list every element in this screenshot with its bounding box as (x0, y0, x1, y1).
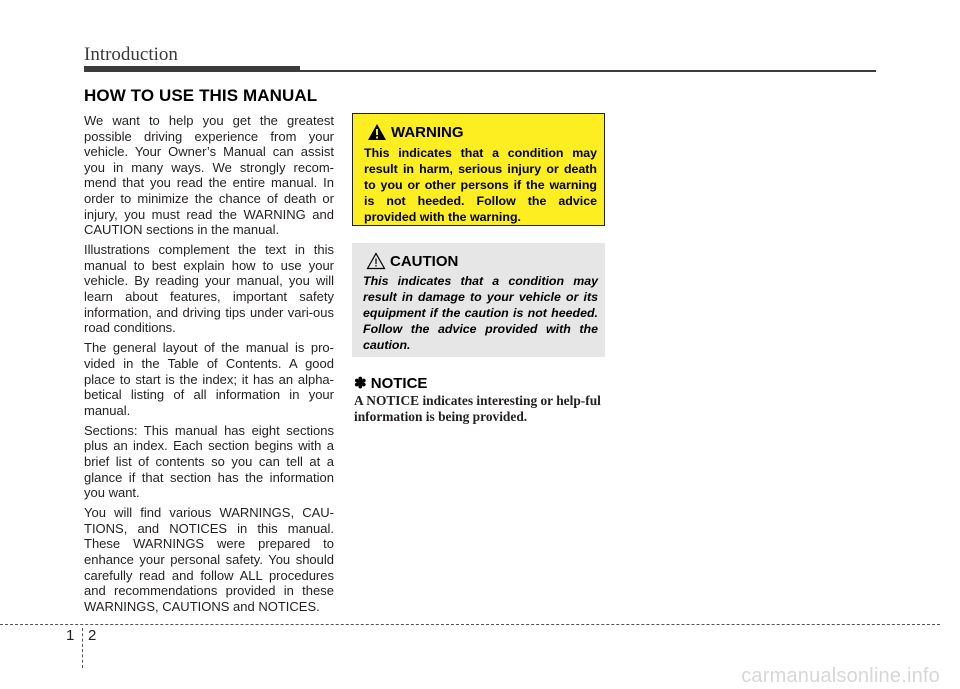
body-paragraph: You will find various WARNINGS, CAU-TIONS, and NOTICES in this manual. These WARNINGS were prepared to enhance your personal safety. You should carefully read and follow ALL procedures and recommendations provided in these WARNINGS, CAUTIONS and NOTICES. (84, 505, 334, 614)
warning-title: WARNING (391, 124, 464, 141)
notice-text: A NOTICE indicates interesting or help-ful information is being provided. (354, 393, 601, 424)
warning-box (352, 113, 605, 226)
warning-triangle-icon (367, 123, 387, 141)
site-watermark: carmanualsonline.info (741, 665, 940, 687)
caution-title: CAUTION (390, 253, 459, 270)
footer-divider (0, 624, 940, 625)
page-number: 2 (88, 627, 97, 644)
notice-title: ✽ NOTICE (354, 375, 428, 392)
section-heading: HOW TO USE THIS MANUAL (84, 86, 318, 105)
body-paragraph: We want to help you get the greatest possible driving experience from your vehicle. Your Owner’s Manual can assist you in many ways. We strongly recom-mend that you read the entire manual. In order to minimize the chance of death or injury, you must read the WARNING and CAUTION sections in the manual. (84, 113, 334, 238)
body-paragraph: Illustrations complement the text in this manual to best explain how to use your vehicle. By reading your manual, you will learn about features, important safety information, and driving tips under vari-ous road conditions. (84, 242, 334, 336)
header-rule-thin (300, 70, 876, 72)
header-rule-thick (84, 66, 300, 72)
caution-box (352, 243, 605, 357)
body-paragraph: The general layout of the manual is pro-vided in the Table of Contents. A good place to start is the index; it has an alpha-betical listing of all information in your manual. (84, 340, 334, 418)
body-paragraph: Sections: This manual has eight sections plus an index. Each section begins with a brief list of contents so you can tell at a glance if that section has the information you want. (84, 422, 334, 501)
warning-text: This indicates that a condition may result in harm, serious injury or death to you or other persons if the warning is not heeded. Follow the advice provided with the warning. (364, 146, 597, 224)
caution-triangle-icon (366, 252, 386, 270)
footer-page-separator (82, 628, 83, 668)
body-text-column (84, 113, 334, 619)
chapter-number: 1 (66, 627, 75, 644)
page-header-title: Introduction (84, 44, 178, 65)
caution-text: This indicates that a condition may result in damage to your vehicle or its equipment if the caution is not heeded. Follow the advice provided with the caution. (363, 274, 598, 352)
